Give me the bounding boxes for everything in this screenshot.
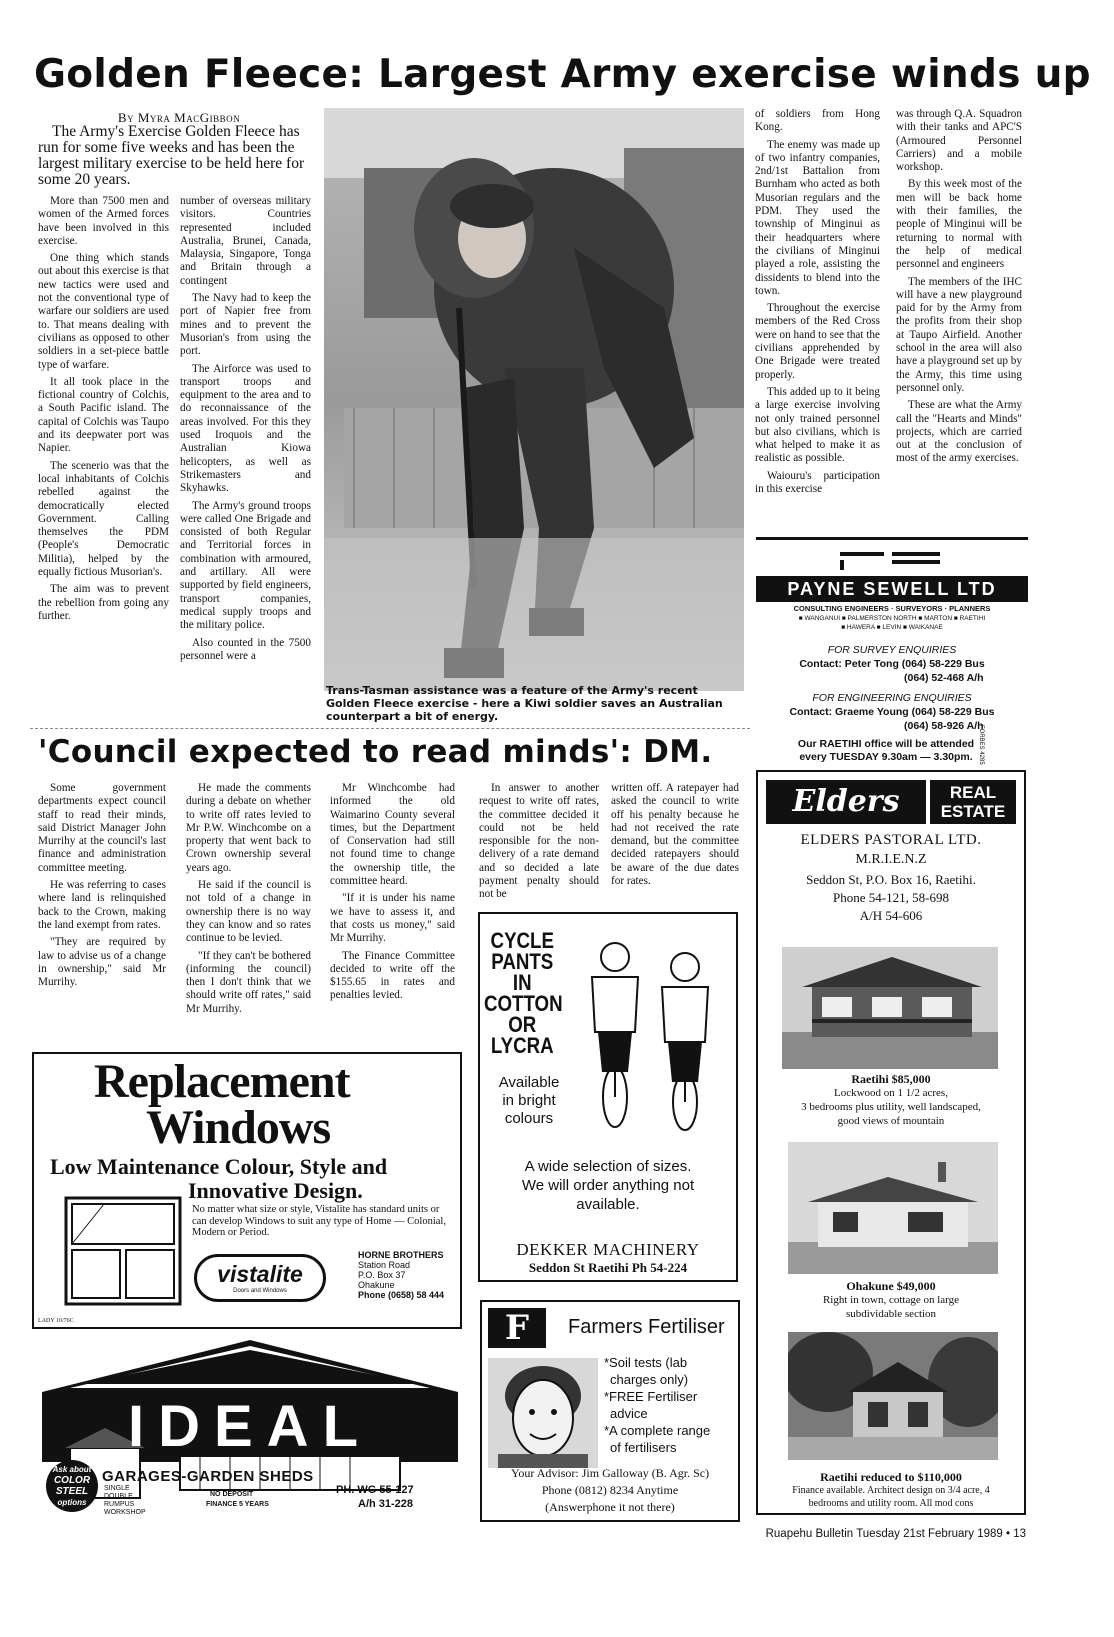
house-photo-1 <box>782 947 998 1069</box>
type: RUMPUS <box>104 1501 135 1508</box>
benefit: *Soil tests (lab <box>604 1355 688 1370</box>
council-column-1 <box>38 782 166 993</box>
paragraph: "If it is under his name we have to assess it, and that costs us money," said Mr Murrihy. <box>330 892 455 945</box>
ps-side-code: FORBES 4285 <box>978 725 984 765</box>
paragraph: The enemy was made up of two infantry companies, 2nd/1st Battalion from Burnham who acted as both Musorian regulars and the PDM. They used the township of Minginui as their headquarters where the civilians of Minginui played a role, assisting the dissidents to blend into the town. <box>755 138 880 297</box>
ps-offices: ■ WANGANUI ■ PALMERSTON NORTH ■ MARTON ■ RAETIHI <box>798 615 986 622</box>
paragraph: In answer to another request to write off rates, the committee decided it could not be held responsible for the non-delivery of a rate demand and so decided a late payment penalty should not be <box>479 782 599 901</box>
paragraph: "They are required by law to advise us of a change in ownership," said Mr Murrihy. <box>38 936 166 989</box>
paragraph: Mr Winchcombe had informed the old Waimarino County several times, but the Department of Conservation had still not found time to change the ownership title, the committee heard. <box>330 782 455 888</box>
page-footer: Ruapehu Bulletin Tuesday 21st February 1989 • 13 <box>765 1528 1026 1540</box>
paragraph: "If they can't be bothered (informing the council) then I don't think that we should write off rates," said Mr Murrihy. <box>186 949 311 1015</box>
dealer-phone: Phone (0658) 58 444 <box>358 1290 445 1300</box>
paragraph: written off. A ratepayer had asked the council to write off his penalty because he had not received the rate demand, but the committee decided ratepayers should be aware of the due dates for rates. <box>611 782 739 888</box>
vistalite-logo: vistalite <box>217 1261 303 1287</box>
benefit: of fertilisers <box>610 1440 677 1455</box>
windows-sub-1: Low Maintenance Colour, Style and <box>50 1154 388 1179</box>
vistalite-badge <box>194 1254 326 1302</box>
farmers-fertiliser-ad <box>480 1300 740 1522</box>
main-column-1 <box>38 195 169 627</box>
cycle-desc-1: A wide selection of sizes. <box>524 1158 692 1175</box>
paragraph: One thing which stands out about this exercise is that new tactics were used and not the conventional type of warfare our soldiers are used to. That means dealing with civilians as opposed to other soldiers in a set-piece battle type of warfare. <box>38 252 169 371</box>
color-steel-badge <box>46 1460 98 1512</box>
ff-note: (Answerphone it not there) <box>545 1500 675 1514</box>
paragraph: More than 7500 men and women of the Armed forces have been involved in this exercise. <box>38 195 169 247</box>
payne-sewell-ad <box>756 537 1028 763</box>
paragraph: The Finance Committee decided to write off the $155.65 in rates and penalties levied. <box>330 949 455 1002</box>
council-column-5 <box>611 782 739 892</box>
paragraph: The Army's ground troops were called One Brigade and consisted of both Regular and Territorial forces in combination with armoured, and artillary. All were supported by field engineers, transport companies, medical supply troops and the military police. <box>180 499 311 632</box>
elders-phone: Phone 54-121, 58-698 <box>833 890 949 905</box>
paragraph: was through Q.A. Squadron with their tanks and APC'S (Armoured Personnel Carriers) and a mobile workshop. <box>896 108 1022 174</box>
ff-advisor: Your Advisor: Jim Galloway (B. Agr. Sc) <box>510 1466 710 1480</box>
replacement-windows-ad <box>32 1052 462 1329</box>
dekker-address: Seddon St Raetihi Ph 54-224 <box>528 1260 688 1275</box>
badge-line: options <box>57 1498 87 1507</box>
benefit: *A complete range <box>604 1423 711 1438</box>
cycle-line: CYCLE <box>490 928 554 953</box>
paragraph: These are what the Army call the "Hearts and Minds" projects, which are carried out at the conclusion of most of the army exercises. <box>896 399 1022 465</box>
dealer-address: P.O. Box 37 <box>358 1270 406 1280</box>
paragraph: The members of the IHC will have a new playground paid for by the Army from the profits from their shop at Taupo Airfield. Another school in the area will also have a playground set up by the Army, this time using personnel only. <box>896 275 1022 394</box>
ps-logo <box>840 552 940 568</box>
ps-eng-label: FOR ENGINEERING ENQUIRIES <box>812 692 972 704</box>
ps-offices-2: ■ HAWERA ■ LEVIN ■ WAIKANAE <box>841 624 943 631</box>
main-column-4 <box>896 108 1022 470</box>
paragraph: Waiouru's participation in this exercise <box>755 469 880 496</box>
paragraph: The aim was to prevent the rebellion from going any further. <box>38 583 169 622</box>
ideal-types <box>104 1485 146 1517</box>
ps-office-note: Our RAETIHI office will be attended <box>797 738 975 750</box>
ideal-ah: A/h 31-228 <box>358 1498 414 1510</box>
dealer-name: HORNE BROTHERS <box>358 1250 444 1260</box>
paragraph: By this week most of the men will be back home with their families, the people of Minginui will be returning to normal with the help of medical personnel and engineers <box>896 178 1022 271</box>
vistalite-sub: Doors and Windows <box>233 1288 287 1294</box>
badge-line: STEEL <box>55 1486 89 1497</box>
ideal-phone: PH. WG 55-127 <box>336 1484 414 1496</box>
ideal-garages-ad <box>40 1338 460 1523</box>
cycle-desc-3: available. <box>576 1196 640 1213</box>
ideal-finance: FINANCE 5 YEARS <box>206 1501 269 1508</box>
window-drawing <box>64 1196 182 1306</box>
cycle-line: PANTS <box>491 949 554 974</box>
elders-logo: Elders <box>766 780 926 824</box>
type: WORKSHOP <box>104 1509 146 1516</box>
listing-desc: 3 bedrooms plus utility, well landscaped, <box>801 1101 981 1113</box>
ps-office-hours: every TUESDAY 9.30am — 3.30pm. <box>799 751 973 763</box>
paragraph: He was referring to cases where land is relinquished back to the Crown, making the land exempt from rates. <box>38 879 166 931</box>
benefit: charges only) <box>610 1372 689 1387</box>
paragraph: The Airforce was used to transport troops and equipment to the area and to do reconnaissance of the areas involved. For this they used Iroquois and the Australian Kiowa helicopters, as well as Strikemasters and Skyhawks. <box>180 362 311 495</box>
elders-badge <box>930 780 1016 824</box>
elders-ah: A/H 54-606 <box>859 908 923 923</box>
listing-title: Raetihi reduced to $110,000 <box>820 1470 962 1484</box>
lead-paragraph: The Army's Exercise Golden Fleece has run for some five weeks and has been the largest military exercise to be held here for some 20 years. <box>38 123 305 188</box>
windows-sub-2: Innovative Design. <box>188 1178 363 1203</box>
house-photo-3 <box>788 1332 998 1460</box>
paragraph: Throughout the exercise members of the Red Cross were on hand to see that the civilians apprehended by One Brigade were treated properly. <box>755 302 880 381</box>
cycle-line: IN <box>512 970 532 995</box>
type: SINGLE <box>104 1485 130 1492</box>
listing-title: Ohakune $49,000 <box>846 1279 936 1293</box>
windows-title-2: Windows <box>146 1101 331 1154</box>
paragraph: This added up to it being a large exercise involving not only trained personnel but also civilians, which is what helped to make it as realistic as possible. <box>755 385 880 465</box>
ff-benefits <box>604 1354 738 1456</box>
paragraph: The Navy had to keep the port of Napier free from mines and to prevent the Musorian's from using the port. <box>180 292 311 358</box>
dealer-address: Ohakune <box>358 1280 395 1290</box>
elders-sub: M.R.I.E.N.Z <box>855 852 927 867</box>
main-column-2 <box>180 195 311 667</box>
ps-tagline: CONSULTING ENGINEERS · SURVEYORS · PLANNERS <box>793 604 991 613</box>
ps-survey-contact: Contact: Peter Tong (064) 58-229 Bus <box>799 658 985 670</box>
ps-survey-ah: (064) 52-468 A/h <box>904 672 984 684</box>
listing-desc: good views of mountain <box>837 1115 945 1127</box>
council-column-3 <box>330 782 455 1007</box>
elders-address: Seddon St, P.O. Box 16, Raetihi. <box>806 872 976 887</box>
type: DOUBLE <box>104 1493 133 1500</box>
badge-real: REAL <box>949 783 997 802</box>
council-column-2 <box>186 782 311 1020</box>
listing-desc: subdividable section <box>845 1308 937 1320</box>
listing-desc: Right in town, cottage on large <box>822 1294 960 1306</box>
byline: By Myra MacGibbon <box>117 110 241 125</box>
cyclists-illustration <box>580 922 730 1132</box>
listing-desc: Lockwood on 1 1/2 acres, <box>834 1087 948 1099</box>
cycle-pants-ad <box>478 912 738 1282</box>
paragraph: number of overseas military visitors. Countries represented included Australia, Brunei, Canada, Malaysia, Singapore, Tonga and Britain through a contingent <box>180 195 311 287</box>
paragraph: Some government departments expect council staff to read their minds, said District Manager John Murrihy at the council's last finance and administration committee meeting. <box>38 782 166 874</box>
badge-line: Ask about <box>52 1465 92 1474</box>
dekker-name: DEKKER MACHINERY <box>516 1240 700 1259</box>
avail-line: in bright <box>502 1092 556 1109</box>
paragraph: of soldiers from Hong Kong. <box>755 108 880 134</box>
council-column-4 <box>479 782 599 906</box>
windows-title-1: Replacement <box>94 1055 350 1108</box>
paragraph: The scenerio was that the local inhabitants of Colchis rebelled against the democratically elected Government. Calling themselves the PDM (People's Democratic Militia), helped by the equally fictious Musorian's. <box>38 459 169 579</box>
ideal-title: GARAGES-GARDEN SHEDS <box>102 1468 314 1485</box>
elders-ad <box>756 770 1026 1515</box>
ideal-logo: IDEAL <box>128 1394 372 1459</box>
soldier-photo <box>324 108 744 691</box>
benefit: advice <box>610 1406 648 1421</box>
page-divider <box>30 1030 40 1031</box>
cycle-heading <box>484 930 561 1056</box>
ps-eng-contact: Contact: Graeme Young (064) 58-229 Bus <box>789 706 995 718</box>
avail-line: Available <box>498 1074 560 1091</box>
cycle-line: OR <box>508 1012 537 1037</box>
section-divider <box>30 728 750 729</box>
main-column-3 <box>755 108 880 500</box>
house-photo-2 <box>788 1142 998 1274</box>
dealer-address: Station Road <box>358 1260 411 1270</box>
ideal-deposit: NO DEPOSIT <box>210 1491 254 1498</box>
ps-survey-label: FOR SURVEY ENQUIRIES <box>827 644 957 656</box>
cycle-line: COTTON <box>484 991 563 1016</box>
listing-desc: bedrooms and utility room. All mod cons <box>808 1498 974 1509</box>
listing-title: Raetihi $85,000 <box>851 1072 931 1086</box>
ff-phone: Phone (0812) 8234 Anytime <box>541 1483 679 1497</box>
windows-code: LADY 10/76C <box>38 1318 74 1324</box>
paragraph: Also counted in the 7500 personnel were a <box>180 636 311 662</box>
badge-estate: ESTATE <box>940 802 1006 821</box>
listing-desc: Finance available. Architect design on 3/4 acre, 4 <box>792 1485 990 1496</box>
cycle-available <box>484 1074 574 1128</box>
paragraph: It all took place in the fictional country of Colchis, a South Pacific island. The capital of Colchis was Taupo and its deepwater port was Napier. <box>38 375 169 455</box>
council-headline: 'Council expected to read minds': DM. <box>38 734 713 770</box>
ff-title: Farmers Fertiliser <box>568 1316 725 1338</box>
avail-line: colours <box>504 1110 554 1127</box>
badge-line: COLOR <box>53 1475 91 1486</box>
windows-body: No matter what size or style, Vistalite has standard units or can develop Windows to suit any type of Home — Colonial, Modern or Period. <box>192 1204 446 1238</box>
ff-logo: F <box>488 1308 546 1348</box>
photo-caption: Trans-Tasman assistance was a feature of the Army's recent Golden Fleece exercise - here a Kiwi soldier saves an Australian counterpart a bit of energy. <box>326 684 723 723</box>
paragraph: He made the comments during a debate on whether to write off rates levied to Mr P.W. Winchcombe on a property that went back to Crown ownership several years ago. <box>186 782 311 874</box>
advisor-photo <box>488 1358 598 1468</box>
main-headline: Golden Fleece: Largest Army exercise winds up <box>34 52 1091 97</box>
ps-name-bar: PAYNE SEWELL LTD <box>756 576 1028 602</box>
windows-dealer <box>358 1250 462 1300</box>
cycle-desc-2: We will order anything not <box>521 1177 695 1194</box>
ps-eng-ah: (064) 58-926 A/h <box>904 720 984 732</box>
elders-company: ELDERS PASTORAL LTD. <box>800 832 982 848</box>
benefit: *FREE Fertiliser <box>604 1389 698 1404</box>
paragraph: He said if the council is not told of a change in ownership there is no way they can know and so rates continue to be levied. <box>186 879 311 945</box>
cycle-line: LYCRA <box>490 1033 554 1058</box>
